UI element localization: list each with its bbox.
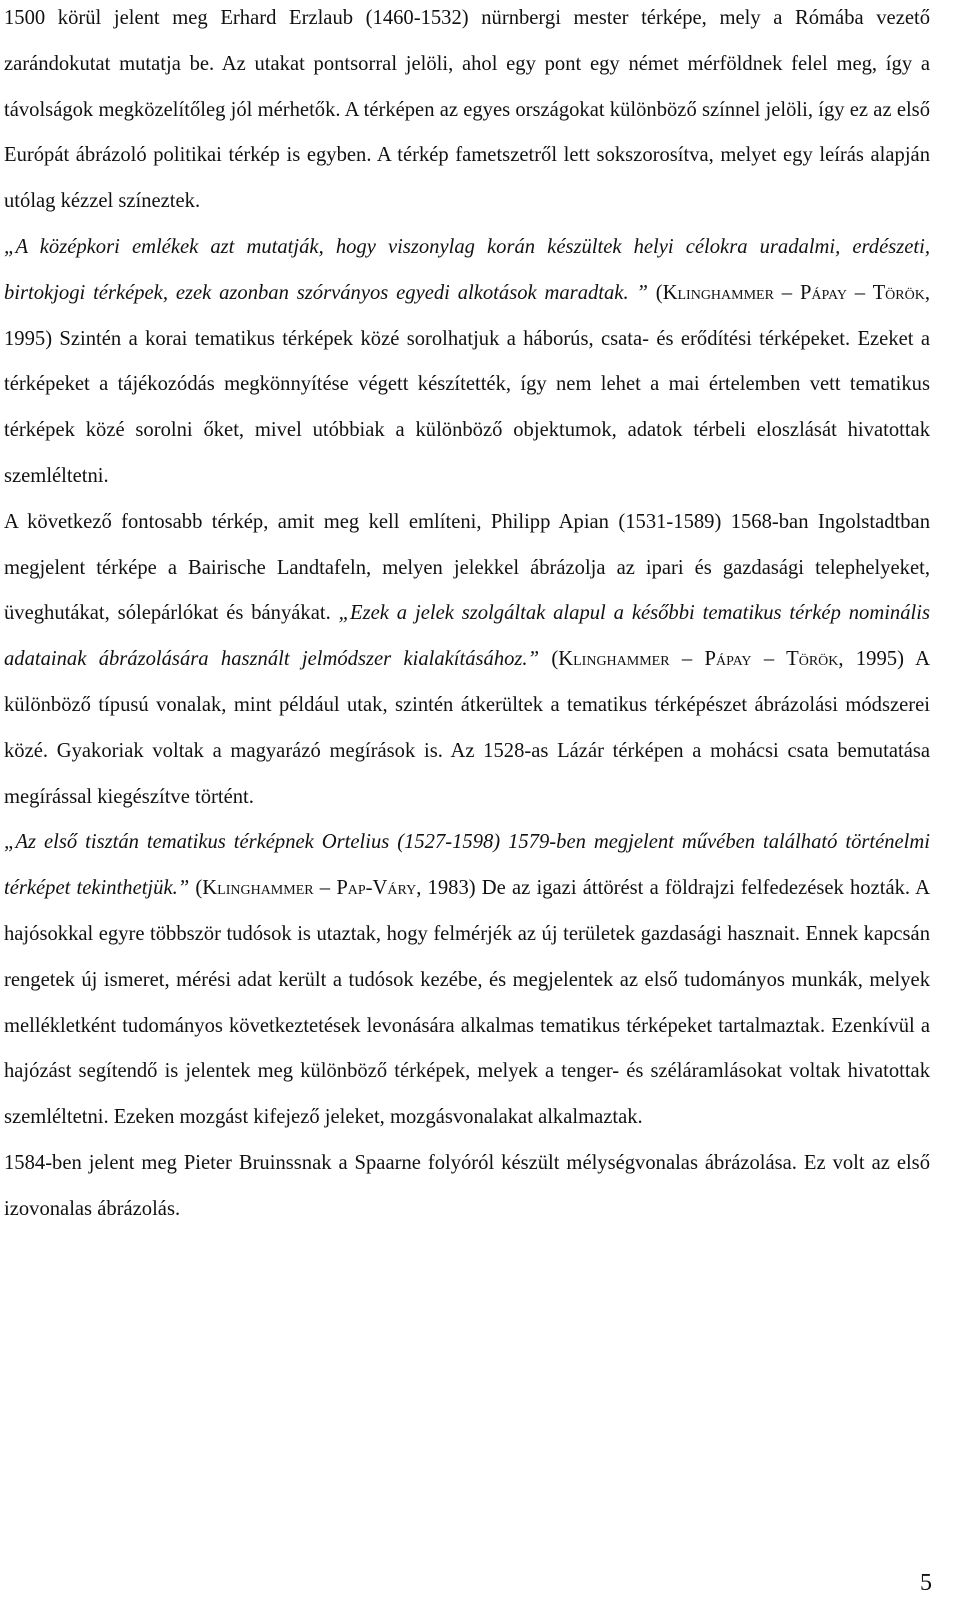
citation-year: , 1983) bbox=[416, 877, 476, 900]
citation-open: ( bbox=[539, 648, 559, 671]
italic-quote: „Ezek a jelek szolgáltak alapul a későbbi tematikus térkép nominális adatainak ábrázolására használt jelmódszer kialakításához.” bbox=[4, 602, 930, 671]
citation-open: ( bbox=[189, 877, 203, 900]
citation-authors: Klinghammer – Pápay – Török bbox=[662, 281, 925, 304]
italic-quote: „Az első tisztán tematikus térképnek Ortelius (1527-1598) 1579-ben megjelent művében található történelmi térképet tekinthetjük.” bbox=[4, 831, 930, 900]
page-number: 5 bbox=[920, 1570, 932, 1596]
paragraph-text: 1584-ben jelent meg Pieter Bruinssnak a Spaarne folyóról készült mélységvonalas ábrázolása. Ez volt az első izovonalas ábrázolás. bbox=[4, 1151, 930, 1220]
paragraph-text: Szintén a korai tematikus térképek közé sorolhatjuk a háborús, csata- és erődítési térképeket. Ezeket a térképeket a tájékozódás megkönnyítése végett készítették, így nem lehet a mai értelemben vett tematikus térképek közé sorolni őket, mivel utóbbiak a különböző objektumok, adatok térbeli eloszlását hivatottak szemléltetni. bbox=[4, 327, 930, 487]
citation-year: , 1995) bbox=[4, 281, 930, 350]
paragraph-text: A következő fontosabb térkép, amit meg kell említeni, Philipp Apian (1531-1589) 1568-ban Ingolstadtban megjelent térképe a Bairische Landtafeln, melyen jelekkel ábrázolja az ipari és gazdasági telephelyeket, üveghutákat, sólepárlókat és bányákat. bbox=[4, 510, 930, 625]
paragraph-bruinss-map bbox=[4, 1141, 930, 1233]
paragraph-text: De az igazi áttörést a földrajzi felfedezések hozták. A hajósokkal egyre többször tudósok is utaztak, hogy felmérjék az új területek gazdasági hasznait. Ennek kapcsán rengetek új ismeret, mérési adat került a tudósok kezébe, és megjelentek az első tudományos munkák, melyek mellékletként tudományos következtetések levonására alkalmas tematikus térképeket tartalmaztak. Ezenkívül a hajózást segítendő is jelentek meg különböző térképek, melyek a tenger- és széláramlásokat voltak hivatottak szemléltetni. Ezeken mozgást kifejező jeleket, mozgásvonalakat alkalmaztak. bbox=[4, 877, 930, 1129]
paragraph-medieval-maps bbox=[4, 225, 930, 500]
paragraph-text: A különböző típusú vonalak, mint például utak, szintén átkerültek a tematikus térképészet ábrázolási módszerei közé. Gyakoriak voltak a magyarázó megírások is. Az 1528-as Lázár térképen a mohácsi csata bemutatása megírással kiegészítve történt. bbox=[4, 648, 930, 808]
citation-open: ( bbox=[647, 281, 663, 304]
citation-authors: Klinghammer – Pápay – Török bbox=[558, 648, 839, 671]
paragraph-erzlaub-map bbox=[4, 0, 930, 225]
paragraph-text: 1500 körül jelent meg Erhard Erzlaub (1460-1532) nürnbergi mester térképe, mely a Rómába vezető zarándokutat mutatja be. Az utakat pontsorral jelöli, ahol egy pont egy német mérföldnek felel meg, így a távolságok megközelítőleg jól mérhetők. A térképen az egyes országokat különböző színnel jelöli, így ez az első Európát ábrázoló politikai térkép is egyben. A térkép fametszetről lett sokszorosítva, melyet egy leírás alapján utólag kézzel színeztek. bbox=[4, 7, 930, 213]
paragraph-apian-map bbox=[4, 500, 930, 821]
body-text bbox=[4, 0, 930, 1233]
italic-quote: „A középkori emlékek azt mutatják, hogy viszonylag korán készültek helyi célokra uradalmi, erdészeti, birtokjogi térképek, ezek azonban szórványos egyedi alkotások maradtak. ” bbox=[4, 235, 930, 304]
citation-year: , 1995) bbox=[838, 648, 904, 671]
paragraph-ortelius-map bbox=[4, 820, 930, 1141]
citation-authors: Klinghammer – Pap-Váry bbox=[202, 877, 417, 900]
